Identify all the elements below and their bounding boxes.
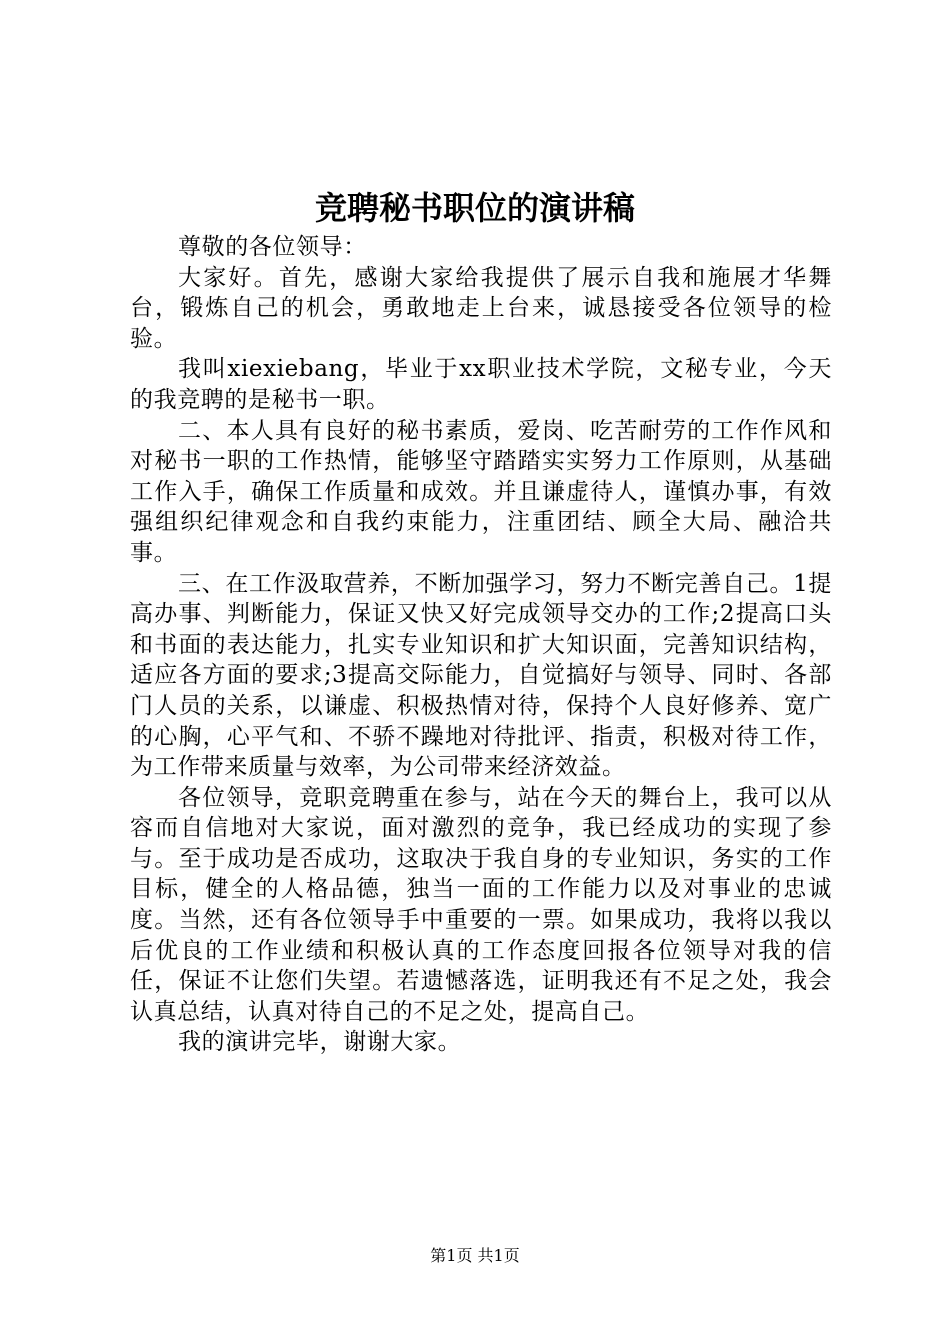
paragraph-introduction: 我叫xiexiebang，毕业于xx职业技术学院，文秘专业，今天的我竞聘的是秘书一职。 (130, 356, 832, 413)
paragraph-closing: 我的演讲完毕，谢谢大家。 (178, 1029, 462, 1056)
paragraph-qualities: 二、本人具有良好的秘书素质，爱岗、吃苦耐劳的工作作风和对秘书一职的工作热情，能够坚守踏踏实实努力工作原则，从基础工作入手，确保工作质量和成效。并且谦虚待人，谨慎办事，有效强组织纪律观念和自我约束能力，注重团结、顾全大局、融洽共事。 (130, 417, 832, 566)
paragraph-salutation: 尊敬的各位领导： (178, 234, 367, 260)
page-footer: 第1页 共1页 (430, 1246, 520, 1265)
document-title: 竞聘秘书职位的演讲稿 (314, 189, 635, 227)
paragraph-conclusion: 各位领导，竞职竞聘重在参与，站在今天的舞台上，我可以从容而自信地对大家说，面对激烈的竞争，我已经成功的实现了参与。至于成功是否成功，这取决于我自身的专业知识，务实的工作目标，健全的人格品德，独当一面的工作能力以及对事业的忠诚度。当然，还有各位领导手中重要的一票。如果成功，我将以我以后优良的工作业绩和积极认真的工作态度回报各位领导对我的信任，保证不让您们失望。若遗憾落选，证明我还有不足之处，我会认真总结，认真对待自己的不足之处，提高自己。 (130, 784, 832, 1025)
paragraph-greeting: 大家好。首先，感谢大家给我提供了展示自我和施展才华舞台，锻炼自己的机会，勇敢地走上台来，诚恳接受各位领导的检验。 (130, 264, 832, 352)
paragraph-improvement-plan: 三、在工作汲取营养，不断加强学习，努力不断完善自己。1提高办事、判断能力，保证又快又好完成领导交办的工作;2提高口头和书面的表达能力，扎实专业知识和扩大知识面，完善知识结构，适应各方面的要求;3提高交际能力，自觉搞好与领导、同时、各部门人员的关系，以谦虚、积极热情对待，保持个人良好修养、宽广的心胸，心平气和、不骄不躁地对待批评、指责，积极对待工作，为工作带来质量与效率，为公司带来经济效益。 (130, 570, 832, 781)
document-body (130, 232, 832, 1058)
